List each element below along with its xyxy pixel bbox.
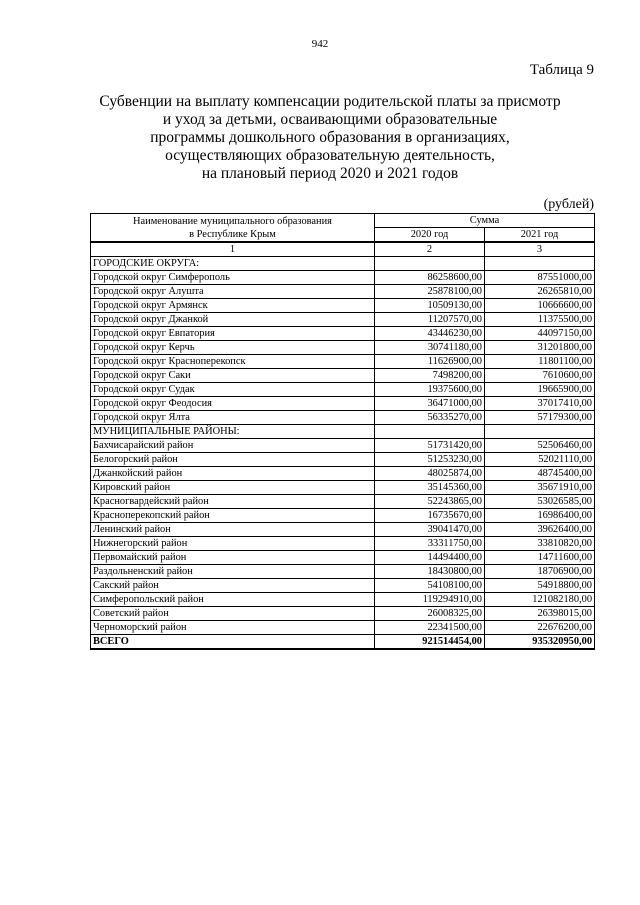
row-name: Симферопольский район xyxy=(91,593,375,607)
column-index-1: 1 xyxy=(91,242,375,257)
row-name: Городской округ Феодосия xyxy=(91,397,375,411)
table-row xyxy=(91,341,595,355)
row-value-2021: 11375500,00 xyxy=(485,313,595,327)
row-value-2021: 7610600,00 xyxy=(485,369,595,383)
row-value-2020: 11626900,00 xyxy=(375,355,485,369)
row-name: Кировский район xyxy=(91,481,375,495)
row-value-2020: 56335270,00 xyxy=(375,411,485,425)
table-row xyxy=(91,411,595,425)
row-name: Черноморский район xyxy=(91,621,375,635)
total-row xyxy=(91,635,595,650)
row-name: Городской округ Судак xyxy=(91,383,375,397)
total-label: ВСЕГО xyxy=(91,635,375,650)
table-row xyxy=(91,355,595,369)
header-name-line2: в Республике Крым xyxy=(189,228,276,240)
row-value-2020: 51731420,00 xyxy=(375,439,485,453)
section-label: МУНИЦИПАЛЬНЫЕ РАЙОНЫ: xyxy=(91,425,375,439)
title-line: и уход за детьми, осваивающими образовательные xyxy=(162,111,498,128)
header-row xyxy=(91,214,595,228)
row-value-2021: 10666600,00 xyxy=(485,299,595,313)
table-row xyxy=(91,369,595,383)
row-value-2021: 39626400,00 xyxy=(485,523,595,537)
row-value-2020: 39041470,00 xyxy=(375,523,485,537)
row-value-2021: 52506460,00 xyxy=(485,439,595,453)
table-row xyxy=(91,481,595,495)
total-value-2020: 921514454,00 xyxy=(375,635,485,650)
row-name: Первомайский район xyxy=(91,551,375,565)
title-line: на плановый период 2020 и 2021 годов xyxy=(201,165,459,182)
row-value-2020: 19375600,00 xyxy=(375,383,485,397)
units-label: (рублей) xyxy=(543,197,594,212)
row-value-2021: 16986400,00 xyxy=(485,509,595,523)
row-value-2021: 33810820,00 xyxy=(485,537,595,551)
row-name: Бахчисарайский район xyxy=(91,439,375,453)
document-title xyxy=(60,93,600,183)
row-name: Городской округ Ялта xyxy=(91,411,375,425)
row-value-2020: 48025874,00 xyxy=(375,467,485,481)
row-value-2021: 26265810,00 xyxy=(485,285,595,299)
row-name: Сакский район xyxy=(91,579,375,593)
column-index-3: 3 xyxy=(485,242,595,257)
table-row xyxy=(91,285,595,299)
row-value-2021: 44097150,00 xyxy=(485,327,595,341)
row-value-2021: 19665900,00 xyxy=(485,383,595,397)
row-value-2021: 22676200,00 xyxy=(485,621,595,635)
row-value-2020: 30741180,00 xyxy=(375,341,485,355)
row-value-2021: 18706900,00 xyxy=(485,565,595,579)
table-row xyxy=(91,453,595,467)
row-value-2021: 53026585,00 xyxy=(485,495,595,509)
row-value-2020: 36471000,00 xyxy=(375,397,485,411)
empty-cell xyxy=(375,425,485,439)
table-row xyxy=(91,523,595,537)
row-value-2021: 48745400,00 xyxy=(485,467,595,481)
table-row xyxy=(91,313,595,327)
row-name: Красногвардейский район xyxy=(91,495,375,509)
row-name: Джанкойский район xyxy=(91,467,375,481)
total-value-2021: 935320950,00 xyxy=(485,635,595,650)
table-row xyxy=(91,593,595,607)
subsidy-table xyxy=(90,213,595,650)
row-value-2020: 54108100,00 xyxy=(375,579,485,593)
table-row xyxy=(91,439,595,453)
header-2021: 2021 год xyxy=(485,228,595,243)
row-name: Городской округ Керчь xyxy=(91,341,375,355)
title-line: Субвенции на выплату компенсации родительской платы за присмотр xyxy=(99,93,561,110)
header-sum-cell: Сумма xyxy=(375,214,595,228)
table-row xyxy=(91,397,595,411)
column-index-2: 2 xyxy=(375,242,485,257)
row-name: Городской округ Саки xyxy=(91,369,375,383)
row-name: Нижнегорский район xyxy=(91,537,375,551)
table-row xyxy=(91,271,595,285)
row-value-2020: 25878100,00 xyxy=(375,285,485,299)
row-value-2021: 35671910,00 xyxy=(485,481,595,495)
row-value-2020: 22341500,00 xyxy=(375,621,485,635)
row-value-2020: 14494400,00 xyxy=(375,551,485,565)
table-row xyxy=(91,537,595,551)
table-row xyxy=(91,299,595,313)
empty-cell xyxy=(485,425,595,439)
row-value-2021: 37017410,00 xyxy=(485,397,595,411)
row-value-2020: 51253230,00 xyxy=(375,453,485,467)
table-row xyxy=(91,607,595,621)
section-row-districts xyxy=(91,425,595,439)
row-name: Городской округ Джанкой xyxy=(91,313,375,327)
row-name: Городской округ Алушта xyxy=(91,285,375,299)
page-number: 942 xyxy=(311,38,329,50)
row-value-2020: 26008325,00 xyxy=(375,607,485,621)
table-label: Таблица 9 xyxy=(529,62,594,78)
row-value-2020: 16735670,00 xyxy=(375,509,485,523)
row-value-2020: 18430800,00 xyxy=(375,565,485,579)
row-name: Городской округ Армянск xyxy=(91,299,375,313)
row-name: Белогорский район xyxy=(91,453,375,467)
header-name-cell xyxy=(91,214,375,243)
row-value-2021: 11801100,00 xyxy=(485,355,595,369)
header-2020: 2020 год xyxy=(375,228,485,243)
row-value-2020: 86258600,00 xyxy=(375,271,485,285)
row-value-2021: 57179300,00 xyxy=(485,411,595,425)
row-value-2021: 31201800,00 xyxy=(485,341,595,355)
row-value-2020: 10509130,00 xyxy=(375,299,485,313)
row-name: Городской округ Симферополь xyxy=(91,271,375,285)
row-value-2020: 7498200,00 xyxy=(375,369,485,383)
row-name: Красноперекопский район xyxy=(91,509,375,523)
row-value-2020: 33311750,00 xyxy=(375,537,485,551)
row-value-2021: 121082180,00 xyxy=(485,593,595,607)
section-row-urban xyxy=(91,257,595,271)
table-row xyxy=(91,327,595,341)
row-value-2021: 87551000,00 xyxy=(485,271,595,285)
row-value-2020: 52243865,00 xyxy=(375,495,485,509)
row-value-2020: 11207570,00 xyxy=(375,313,485,327)
title-line: осуществляющих образовательную деятельность, xyxy=(165,147,495,164)
row-value-2021: 52021110,00 xyxy=(485,453,595,467)
row-name: Раздольненский район xyxy=(91,565,375,579)
row-name: Городской округ Красноперекопск xyxy=(91,355,375,369)
table-row xyxy=(91,551,595,565)
row-name: Городской округ Евпатория xyxy=(91,327,375,341)
header-name-line1: Наименование муниципального образования xyxy=(133,215,332,227)
table-row xyxy=(91,579,595,593)
row-value-2020: 119294910,00 xyxy=(375,593,485,607)
row-value-2020: 43446230,00 xyxy=(375,327,485,341)
table-row xyxy=(91,495,595,509)
column-index-row xyxy=(91,242,595,257)
row-name: Советский район xyxy=(91,607,375,621)
table-row xyxy=(91,621,595,635)
row-name: Ленинский район xyxy=(91,523,375,537)
title-line: программы дошкольного образования в организациях, xyxy=(150,129,510,146)
table-row xyxy=(91,509,595,523)
empty-cell xyxy=(485,257,595,271)
section-label: ГОРОДСКИЕ ОКРУГА: xyxy=(91,257,375,271)
row-value-2020: 35145360,00 xyxy=(375,481,485,495)
row-value-2021: 54918800,00 xyxy=(485,579,595,593)
table-row xyxy=(91,383,595,397)
table-row xyxy=(91,467,595,481)
table-row xyxy=(91,565,595,579)
row-value-2021: 26398015,00 xyxy=(485,607,595,621)
empty-cell xyxy=(375,257,485,271)
row-value-2021: 14711600,00 xyxy=(485,551,595,565)
